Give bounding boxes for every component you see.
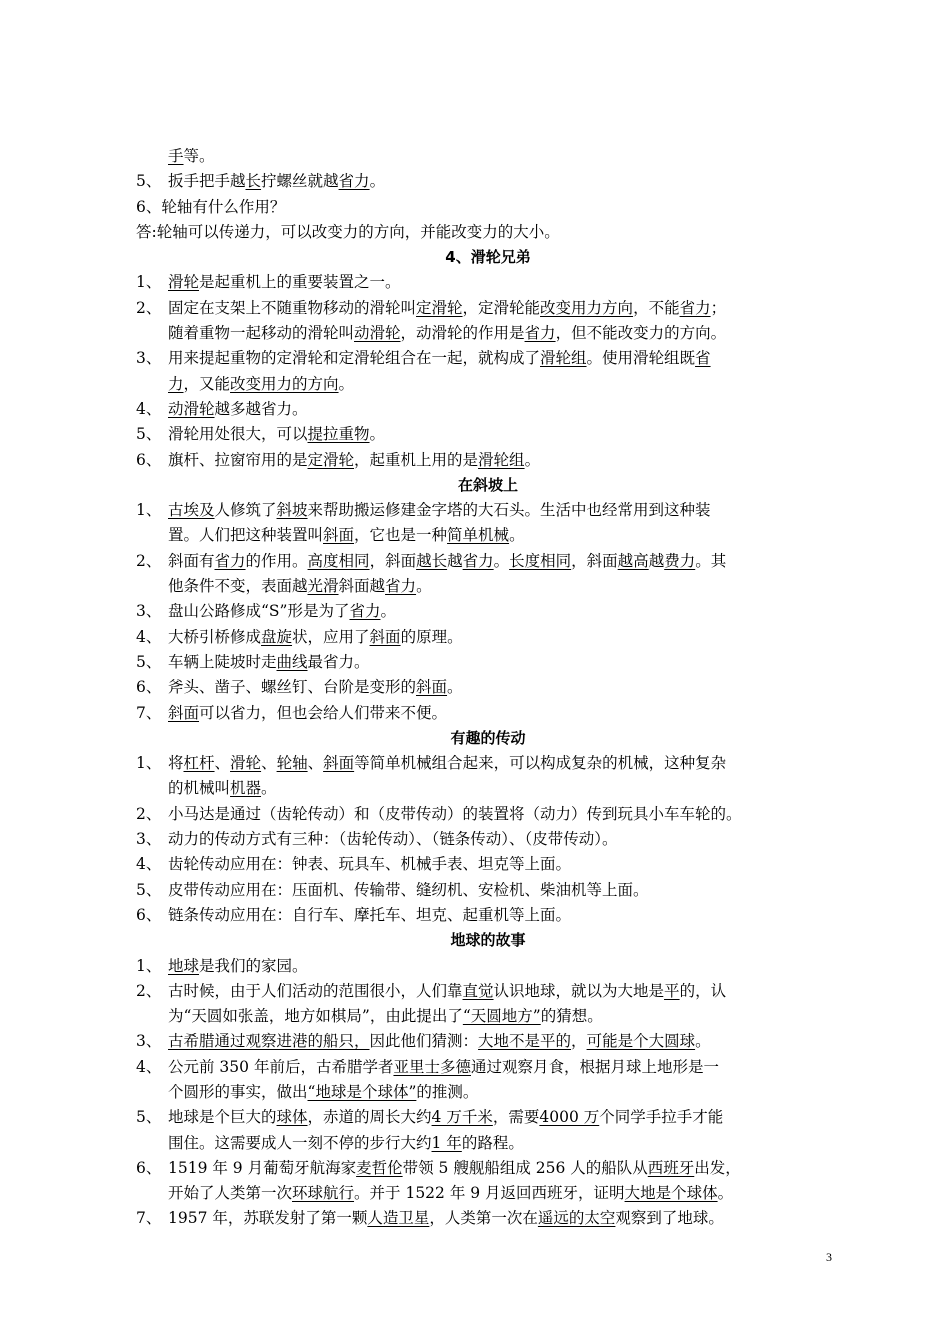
answer-blank: 大地不是平的 (478, 1032, 572, 1051)
item-number: 3、 (136, 602, 162, 621)
text-line (168, 1181, 840, 1206)
item-number: 2、 (136, 551, 162, 570)
text-run: ，斜面 (369, 551, 417, 570)
text-run: 。 (524, 450, 541, 469)
item-text (168, 878, 840, 903)
text-run: 认识地球，就以为大地是 (493, 981, 665, 1000)
text-line (168, 422, 840, 447)
item-text (168, 448, 840, 473)
item-number: 3、 (136, 1032, 162, 1051)
list-item (136, 979, 840, 1030)
item-number: 5、 (136, 652, 162, 671)
text-run: 、 (214, 754, 231, 773)
item-text (168, 1156, 840, 1207)
answer-blank: 地球 (168, 956, 200, 975)
text-run: ， (571, 1032, 587, 1051)
item-number: 7、 (136, 1209, 162, 1228)
text-run: 是我们的家园。 (199, 956, 308, 975)
answer-blank: 力 (168, 374, 184, 393)
answer-blank: 动滑轮 (354, 324, 401, 343)
answer-blank: 可能是个大圆球 (586, 1032, 696, 1051)
text-line (168, 751, 840, 776)
item-number: 6、 (136, 1158, 162, 1177)
text-line (168, 852, 840, 877)
text-run: 等。 (183, 147, 215, 165)
text-run: 车辆上陡坡时走 (168, 652, 277, 671)
text-run: 越多越省力。 (214, 399, 308, 418)
answer-blank: 定滑轮 (416, 298, 463, 317)
text-run: 盘山公路修成“S”形是为了 (168, 602, 350, 621)
answer-blank: 提拉重物 (307, 425, 370, 444)
text-line (168, 979, 840, 1004)
item-number: 4、 (136, 1057, 162, 1076)
list-item (136, 751, 840, 802)
item-text (168, 802, 840, 827)
text-line (168, 1004, 840, 1029)
text-run: 。 (369, 172, 386, 191)
section-list-pulleys (136, 270, 840, 472)
text-run: 的猜想。 (540, 1007, 603, 1026)
list-item (136, 169, 840, 194)
answer-blank: 光滑 (307, 577, 339, 596)
text-run: 等简单机械组合起来，可以构成复杂的机械，这种复杂 (354, 754, 727, 773)
text-run: 。 (493, 551, 510, 570)
text-run: 个圆形的事实，做出 (168, 1082, 308, 1101)
answer-blank: 省力 (349, 602, 381, 621)
text-run: 大桥引桥修成 (168, 627, 262, 646)
list-item (136, 675, 840, 700)
answer-blank: 4000 万 (539, 1108, 600, 1127)
text-line (168, 802, 840, 827)
text-line (168, 650, 840, 675)
list-item (136, 296, 840, 347)
text-run: 围住。这需要成人一刻不停的步行大约 (168, 1133, 432, 1152)
text-run: 状，应用了 (292, 627, 370, 646)
answer-blank: 杠杆 (183, 754, 215, 773)
text-line (168, 599, 840, 624)
text-run: 来帮助搬运修建金字塔的大石头。生活中也经常用到这种装 (307, 501, 711, 520)
text-run: 动力的传动方式有三种：（齿轮传动）、（链条传动）、（皮带传动）。 (168, 830, 618, 849)
answer-blank: 省力 (385, 577, 417, 596)
item-text (168, 549, 840, 600)
answer-blank: 省力 (524, 324, 556, 343)
answer-blank: “地球是个球体” (307, 1082, 417, 1101)
answer-blank: 省力 (462, 551, 494, 570)
list-item (136, 397, 840, 422)
text-run: 扳手把手越 (168, 172, 246, 191)
list-item (136, 878, 840, 903)
question-line: 6、轮轴有什么作用？ (136, 197, 286, 216)
item-text (168, 852, 840, 877)
answer-blank: 滑轮 (168, 273, 200, 292)
answer-blank: 滑轮组 (478, 450, 525, 469)
text-line (168, 574, 840, 599)
answer-blank: 省力 (338, 172, 370, 191)
answer-blank: 改变用力的方向 (230, 374, 339, 393)
list-item (136, 1206, 840, 1231)
text-run: 。 (717, 1184, 734, 1203)
text-line (168, 625, 840, 650)
answer-blank: 改变用力方向 (540, 298, 634, 317)
text-run: 人修筑了 (214, 501, 277, 520)
text-line (168, 827, 840, 852)
text-run: 拧螺丝就越 (261, 172, 339, 191)
text-line (168, 1055, 840, 1080)
text-run: ，但不能改变力的方向。 (555, 324, 727, 343)
answer-blank: 古埃及 (168, 501, 215, 520)
item-text (168, 169, 840, 194)
item-text (168, 599, 840, 624)
continuation-line (136, 144, 840, 169)
item-number: 4、 (136, 855, 162, 874)
text-line (168, 346, 840, 371)
answer-blank: 直觉 (462, 981, 494, 1000)
text-run: 旗杆、拉窗帘用的是 (168, 450, 308, 469)
list-item (136, 802, 840, 827)
text-run: 。 (447, 678, 463, 697)
text-run: 的作用。 (245, 551, 308, 570)
text-run: 地球是个巨大的 (168, 1108, 277, 1127)
text-line (168, 1105, 840, 1130)
text-run: 最省力。 (307, 652, 370, 671)
text-run: ，需要 (492, 1108, 540, 1127)
text-run: 将 (168, 754, 184, 773)
list-item (136, 1029, 840, 1054)
answer-blank: 动滑轮 (168, 399, 215, 418)
text-run: 。 (338, 374, 355, 393)
text-run: 固定在支架上不随重物移动的滑轮叫 (168, 298, 417, 317)
document-body (136, 144, 840, 1232)
answer-blank: 曲线 (276, 652, 308, 671)
answer-blank: 斜面 (369, 627, 401, 646)
text-run: 公元前 350 年前后，古希腊学者 (168, 1057, 394, 1076)
text-run: 1957 年，苏联发射了第一颗 (168, 1209, 368, 1228)
text-run: 斧头、凿子、螺丝钉、台阶是变形的 (168, 678, 417, 697)
list-item (136, 625, 840, 650)
list-item (136, 549, 840, 600)
answer-blank: 人造卫星 (367, 1209, 430, 1228)
list-item (136, 701, 840, 726)
item-text (168, 270, 840, 295)
item-number: 1、 (136, 273, 162, 292)
text-line (168, 1156, 840, 1181)
text-run: 是起重机上的重要装置之一。 (199, 273, 401, 292)
answer-blank: 省力 (214, 551, 246, 570)
text-line (168, 675, 840, 700)
text-run: 越 (447, 551, 463, 570)
item-text (168, 650, 840, 675)
text-run: 。 (695, 1032, 711, 1051)
section-title-pulleys: 4、滑轮兄弟 (445, 248, 531, 267)
text-run: 个同学手拉手才能 (599, 1108, 724, 1127)
answer-blank: 高度相同 (307, 551, 370, 570)
answer-blank: 滑轮组 (540, 349, 587, 368)
text-run: 带领 5 艘舰船组成 256 人的船队从 (402, 1158, 648, 1177)
item-number: 2、 (136, 981, 162, 1000)
answer-blank: 1 年 (431, 1133, 462, 1152)
answer-blank: 大地是个球体 (624, 1184, 718, 1203)
item-number: 1、 (136, 754, 162, 773)
text-run: 。 (416, 577, 432, 596)
list-item (136, 903, 840, 928)
text-run: ，起重机上用的是 (354, 450, 479, 469)
item-number: 5、 (136, 425, 162, 444)
text-run: 为“天圆如张盖，地方如棋局”，由此提出了 (168, 1007, 463, 1026)
item-number: 3、 (136, 830, 162, 849)
list-item (136, 498, 840, 549)
text-run: 可以省力，但也会给人们带来不便。 (199, 703, 448, 722)
item-text (168, 751, 840, 802)
answer-blank: 斜面 (416, 678, 448, 697)
answer-blank: 定滑轮 (307, 450, 355, 469)
text-line (168, 321, 840, 346)
text-run: 皮带传动应用在：压面机、传输带、缝纫机、安检机、柴油机等上面。 (168, 880, 649, 899)
answer-blank: 球体 (276, 1108, 308, 1127)
answer-blank: 亚里士多德 (393, 1057, 471, 1076)
text-run: ，斜面 (571, 551, 618, 570)
answer-blank: 环球航行 (292, 1184, 355, 1203)
text-run: ； (710, 298, 727, 317)
answer-blank: 机器 (230, 779, 262, 798)
list-item (136, 1055, 840, 1106)
text-line (168, 1131, 840, 1156)
list-item (136, 599, 840, 624)
answer-blank: 斜面 (168, 703, 200, 722)
item-text (168, 1055, 840, 1106)
text-run: 用来提起重物的定滑轮和定滑轮组合在一起，就构成了 (168, 349, 541, 368)
answer-blank: 西班牙 (647, 1158, 695, 1177)
item-number: 6、 (136, 905, 162, 924)
answer-line: 答:轮轴可以传递力，可以改变力的方向，并能改变力的大小。 (136, 222, 560, 241)
list-item (136, 270, 840, 295)
text-run: ，不能 (633, 298, 680, 317)
text-line (168, 523, 840, 548)
text-run: 1519 年 9 月葡萄牙航海家 (168, 1158, 357, 1177)
item-number: 4、 (136, 399, 162, 418)
list-item (136, 1156, 840, 1207)
list-item (136, 346, 840, 397)
answer-blank: 省力 (679, 298, 711, 317)
answer-blank: 遥远的太空 (537, 1209, 616, 1228)
text-run: 他条件不变，表面越 (168, 577, 308, 596)
answer-blank: 省 (695, 349, 711, 368)
section-list-transmission (136, 751, 840, 928)
answer-blank: 手 (168, 147, 184, 165)
text-line (168, 270, 840, 295)
item-text (168, 1105, 840, 1156)
text-line (168, 448, 840, 473)
text-run: ，赤道的周长大约 (307, 1108, 432, 1127)
text-run: 。并于 1522 年 9 月返回西班牙，证明 (354, 1184, 625, 1203)
section-title-incline: 在斜坡上 (457, 475, 518, 494)
text-run: ，动滑轮的作用是 (400, 324, 525, 343)
text-line (168, 954, 840, 979)
item-text (168, 827, 840, 852)
text-line (168, 776, 840, 801)
item-text (168, 625, 840, 650)
answer-blank: 长 (245, 172, 262, 191)
text-run: 随着重物一起移动的滑轮叫 (168, 324, 355, 343)
text-line (168, 296, 840, 321)
text-line (168, 1206, 840, 1231)
item-text (168, 346, 840, 397)
item-number: 5、 (136, 880, 162, 899)
list-item (136, 422, 840, 447)
text-run: 。 (509, 526, 525, 545)
text-run: 链条传动应用在：自行车、摩托车、坦克、起重机等上面。 (168, 905, 572, 924)
answer-blank: 滑轮 (230, 754, 262, 773)
answer-blank: 轮轴 (276, 754, 308, 773)
item-number: 6、 (136, 678, 162, 697)
item-text (168, 701, 840, 726)
text-line (168, 903, 840, 928)
item-number: 4、 (136, 627, 162, 646)
text-line (168, 701, 840, 726)
text-line (168, 397, 840, 422)
answer-blank: 斜面 (323, 754, 355, 773)
item-number: 3、 (136, 349, 162, 368)
item-text (168, 954, 840, 979)
list-item (136, 954, 840, 979)
page-number: 3 (826, 1250, 832, 1264)
text-run: 观察到了地球。 (615, 1209, 724, 1228)
section-list-incline (136, 498, 840, 726)
item-number: 2、 (136, 804, 162, 823)
text-run: 通过观察月食，根据月球上地形是一 (470, 1057, 719, 1076)
text-run: 的，认 (679, 981, 727, 1000)
text-run: ，它也是一种 (354, 526, 448, 545)
text-run: 的原理。 (400, 627, 463, 646)
answer-blank: 简单机械 (447, 526, 510, 545)
text-run: ，定滑轮能 (462, 298, 541, 317)
text-run: 、 (307, 754, 324, 773)
item-number: 7、 (136, 703, 162, 722)
list-item (136, 650, 840, 675)
item-number: 1、 (136, 956, 162, 975)
text-run: 斜面越 (338, 577, 386, 596)
answer-blank: “天圆地方” (462, 1007, 541, 1026)
item-number: 6、 (136, 450, 162, 469)
text-run: 齿轮传动应用在：钟表、玩具车、机械手表、坦克等上面。 (168, 855, 572, 874)
section-list-earth (136, 954, 840, 1232)
text-run: 。使用滑轮组既 (586, 349, 696, 368)
list-item (136, 1105, 840, 1156)
item-text (168, 1206, 840, 1231)
text-run: 。 (261, 779, 277, 798)
text-line (168, 878, 840, 903)
item-text (168, 422, 840, 447)
text-run: 越 (648, 551, 665, 570)
answer-blank: 4 万千米 (431, 1108, 493, 1127)
list-item (136, 827, 840, 852)
item-text (168, 675, 840, 700)
item-text (168, 296, 840, 347)
text-run: 古时候，由于人们活动的范围很小，人们靠 (168, 981, 463, 1000)
item-number: 2、 (136, 298, 162, 317)
text-line (168, 549, 840, 574)
text-run: 、 (261, 754, 277, 773)
text-run: 的机械叫 (168, 779, 231, 798)
item-text (168, 979, 840, 1030)
text-run: 小马达是通过（齿轮传动）和（皮带传动）的装置将（动力）传到玩具小车车轮的。 (168, 804, 742, 823)
item-text (168, 498, 840, 549)
answer-blank: 越高 (617, 551, 649, 570)
item-text (168, 397, 840, 422)
text-run: 的路程。 (461, 1133, 524, 1152)
text-run: 的推测。 (416, 1082, 479, 1101)
item-number: 1、 (136, 501, 162, 520)
item-number: 5、 (136, 172, 162, 191)
item-text (168, 1029, 840, 1054)
text-run: 置。人们把这种装置叫 (168, 526, 324, 545)
text-line (168, 1080, 840, 1105)
text-run: 因此他们猜测： (369, 1032, 479, 1051)
item-number: 5、 (136, 1108, 162, 1127)
answer-blank: 古希腊通过观察进港的船只， (168, 1032, 370, 1051)
answer-blank: 麦哲伦 (356, 1158, 403, 1177)
text-run: 。 (380, 602, 396, 621)
list-item (136, 448, 840, 473)
text-run: ，人类第一次在 (429, 1209, 538, 1228)
text-line (168, 372, 840, 397)
answer-blank: 盘旋 (261, 627, 293, 646)
answer-blank: 长度相同 (509, 551, 572, 570)
text-run: ，又能 (183, 374, 231, 393)
text-run: 。 (369, 425, 386, 444)
answer-blank: 斜坡 (276, 501, 308, 520)
section-title-earth: 地球的故事 (450, 931, 526, 950)
item-text (168, 903, 840, 928)
answer-blank: 越长 (416, 551, 448, 570)
list-item (136, 852, 840, 877)
section-title-transmission: 有趣的传动 (450, 728, 526, 747)
text-run: 出发， (694, 1158, 741, 1177)
text-line (168, 1029, 840, 1054)
text-run: 滑轮用处很大，可以 (168, 425, 308, 444)
text-run: 。其 (695, 551, 727, 570)
text-line (168, 498, 840, 523)
answer-blank: 平 (664, 981, 680, 1000)
text-run: 斜面有 (168, 551, 215, 570)
answer-blank: 斜面 (323, 526, 355, 545)
text-run: 开始了人类第一次 (168, 1184, 293, 1203)
answer-blank: 费力 (664, 551, 696, 570)
